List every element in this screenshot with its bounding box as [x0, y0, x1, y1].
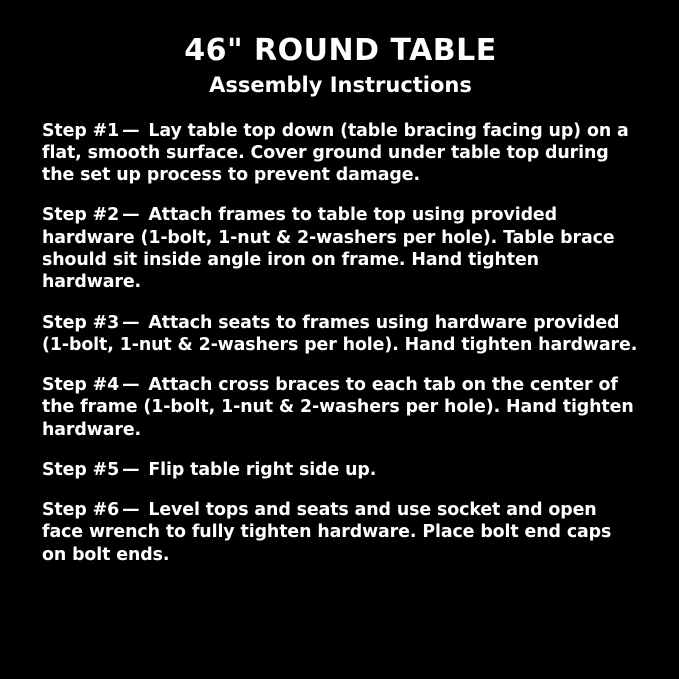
step-separator: —: [122, 375, 140, 396]
step-label: Step #6: [42, 500, 120, 521]
step-item: [42, 312, 639, 357]
step-label: Step #5: [42, 459, 120, 480]
step-text: Level tops and seats and use socket and open face wrench to fully tighten hardware. Place bolt end caps on bolt ends.: [42, 500, 612, 565]
steps-list: [42, 120, 639, 566]
step-item: [42, 204, 639, 293]
step-item: [42, 459, 639, 481]
step-label: Step #2: [42, 205, 120, 226]
step-separator: —: [122, 205, 140, 226]
step-label: Step #3: [42, 312, 120, 333]
step-item: [42, 499, 639, 566]
step-text: Attach frames to table top using provided hardware (1-bolt, 1-nut & 2-washers per hole). Table brace should sit inside angle iron on frame. Hand tighten hardware.: [42, 205, 615, 293]
page-title: 46" ROUND TABLE: [184, 33, 497, 68]
step-separator: —: [122, 500, 140, 521]
step-separator: —: [122, 312, 140, 333]
step-item: [42, 120, 639, 187]
step-text: Flip table right side up.: [148, 459, 377, 480]
step-label: Step #1: [42, 120, 120, 141]
step-separator: —: [122, 120, 140, 141]
step-item: [42, 374, 639, 441]
step-separator: —: [122, 459, 140, 480]
step-text: Attach seats to frames using hardware provided (1-bolt, 1-nut & 2-washers per hole). Hand tighten hardware.: [42, 312, 638, 355]
step-label: Step #4: [42, 375, 120, 396]
step-text: Lay table top down (table bracing facing up) on a flat, smooth surface. Cover ground under table top during the set up process to prevent damage.: [42, 120, 629, 186]
page-subtitle: Assembly Instructions: [209, 72, 472, 97]
step-text: Attach cross braces to each tab on the center of the frame (1-bolt, 1-nut & 2-washers per hole). Hand tighten hardware.: [42, 375, 634, 440]
